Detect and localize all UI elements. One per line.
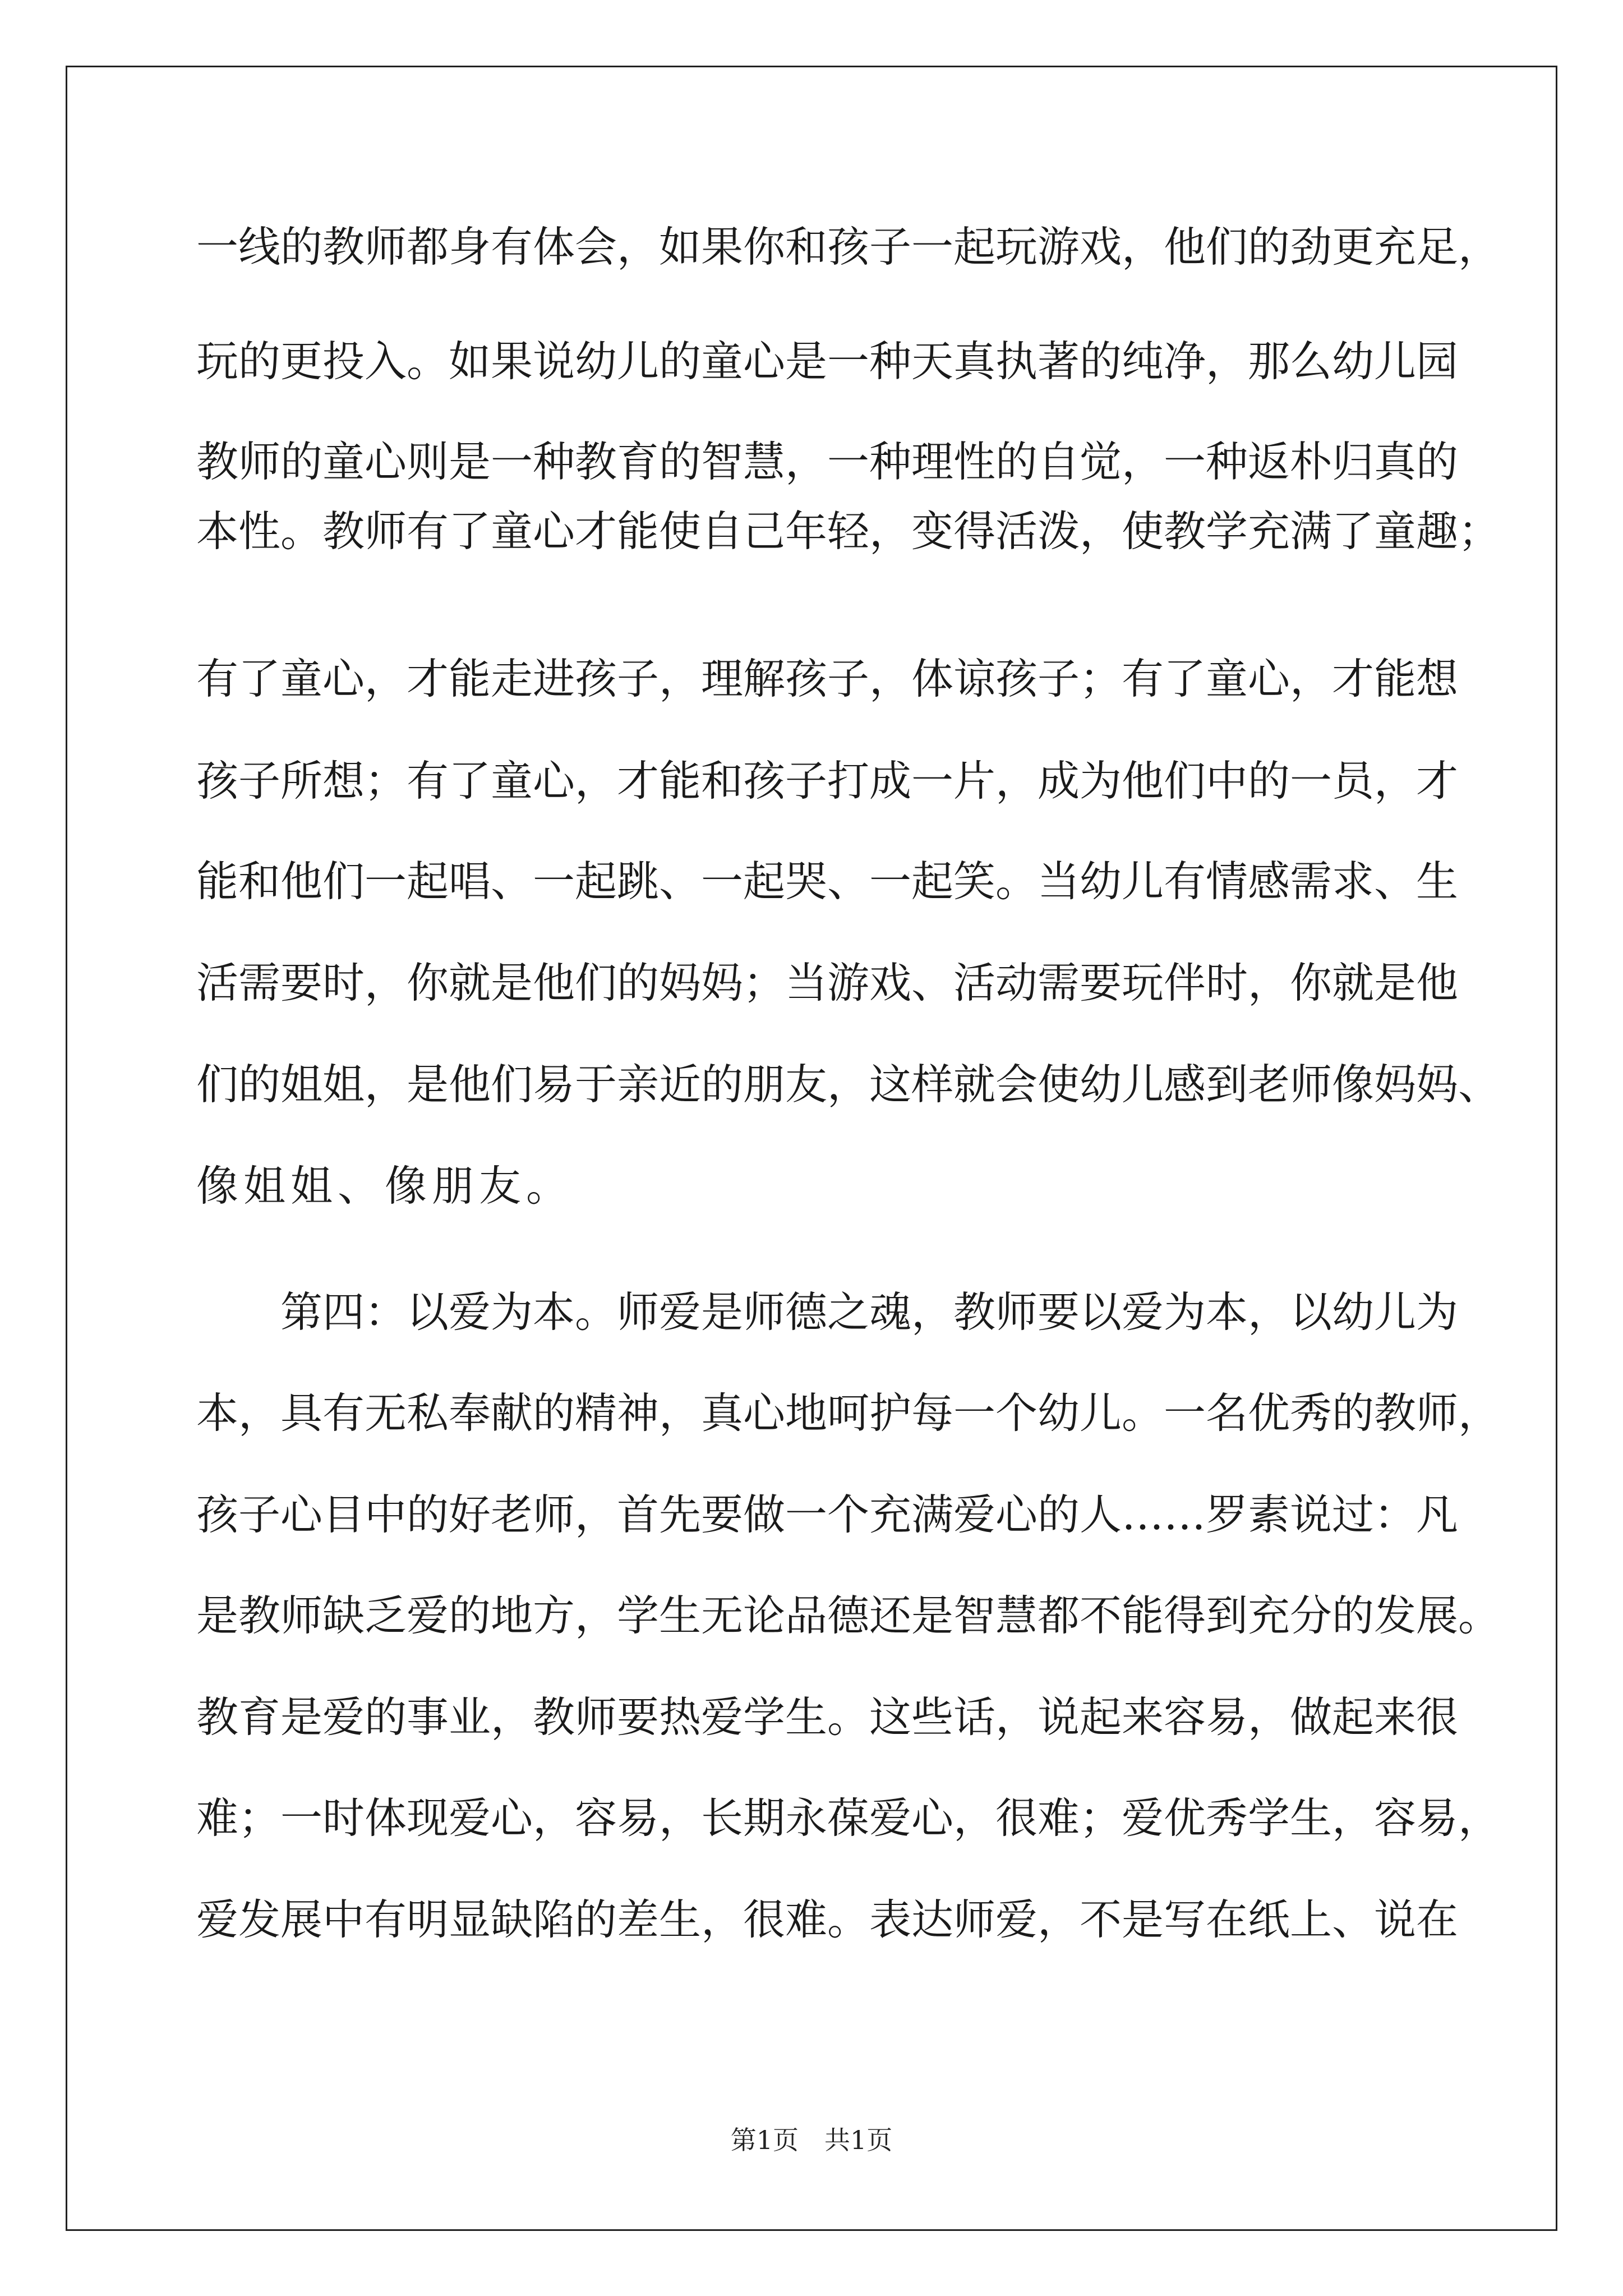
text-line: 能和他们一起唱、一起跳、一起哭、一起笑。当幼儿有情感需求、生 xyxy=(196,857,1459,906)
text-line: 孩子所想；有了童心，才能和孩子打成一片，成为他们中的一员，才 xyxy=(196,756,1459,806)
text-line: 孩子心目中的好老师，首先要做一个充满爱心的人……罗素说过：凡 xyxy=(196,1490,1459,1539)
text-line: 像姐姐、像朋友。 xyxy=(196,1161,574,1211)
text-line: 活需要时，你就是他们的妈妈；当游戏、活动需要玩伴时，你就是他 xyxy=(196,958,1459,1007)
text-line: 爱发展中有明显缺陷的差生，很难。表达师爱，不是写在纸上、说在 xyxy=(196,1895,1459,1944)
text-line: 教师的童心则是一种教育的智慧，一种理性的自觉，一种返朴归真的 xyxy=(196,437,1459,486)
page-number-footer: 第1页 共1页 xyxy=(730,2125,893,2155)
text-line: 难；一时体现爱心，容易，长期永葆爱心，很难；爱优秀学生，容易， xyxy=(196,1793,1501,1843)
text-line: 本性。教师有了童心才能使自己年轻，变得活泼，使教学充满了童趣； xyxy=(196,507,1501,556)
text-line: 玩的更投入。如果说幼儿的童心是一种天真执著的纯净，那么幼儿园 xyxy=(196,337,1459,386)
paragraph-start-line: 第四：以爱为本。师爱是师德之魂，教师要以爱为本，以幼儿为 xyxy=(196,1287,1459,1337)
text-line: 本，具有无私奉献的精神，真心地呵护每一个幼儿。一名优秀的教师， xyxy=(196,1388,1501,1438)
text-line: 们的姐姐，是他们易于亲近的朋友，这样就会使幼儿感到老师像妈妈、 xyxy=(196,1060,1501,1109)
text-line: 教育是爱的事业，教师要热爱学生。这些话，说起来容易，做起来很 xyxy=(196,1692,1459,1742)
text-line: 是教师缺乏爱的地方，学生无论品德还是智慧都不能得到充分的发展。 xyxy=(196,1591,1501,1640)
text-line: 有了童心，才能走进孩子，理解孩子，体谅孩子；有了童心，才能想 xyxy=(196,654,1459,703)
text-line: 一线的教师都身有体会，如果你和孩子一起玩游戏，他们的劲更充足， xyxy=(196,222,1501,272)
